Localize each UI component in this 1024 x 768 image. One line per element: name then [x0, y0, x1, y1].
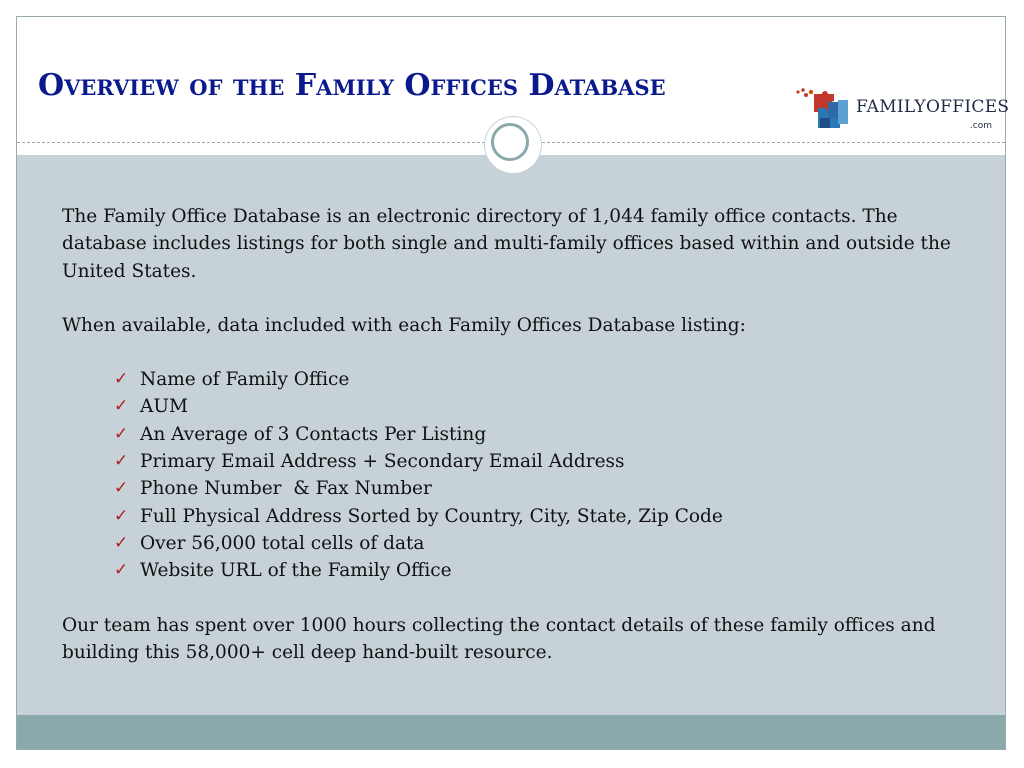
spacer	[62, 585, 962, 612]
checkmark-icon: ✓	[114, 532, 129, 553]
divider-ring-inner	[491, 123, 529, 161]
list-item	[114, 557, 962, 584]
list-item	[114, 366, 962, 393]
slide-title: Overview of the Family Offices Database	[38, 68, 666, 103]
list-item	[114, 475, 962, 502]
list-item-label: An Average of 3 Contacts Per Listing	[140, 423, 487, 445]
checkmark-icon: ✓	[114, 478, 129, 499]
data-fields-checklist	[62, 366, 962, 584]
list-item-label: AUM	[140, 396, 188, 418]
lead-in-paragraph: When available, data included with each Family Offices Database listing:	[62, 314, 746, 336]
intro-paragraph: The Family Office Database is an electronic directory of 1,044 family office contacts. The database includes listings for both single and multi-family offices based within and outside the United States.	[62, 206, 951, 282]
list-item	[114, 421, 962, 448]
slide-body	[62, 203, 962, 666]
puzzle-logo-icon	[794, 84, 856, 134]
list-item	[114, 530, 962, 557]
list-item-label: Full Physical Address Sorted by Country, City, State, Zip Code	[140, 505, 723, 527]
checkmark-icon: ✓	[114, 396, 129, 417]
list-item	[114, 393, 962, 420]
checkmark-icon: ✓	[114, 423, 129, 444]
logo-domain-suffix: .com	[969, 121, 992, 131]
logo-wordmark: FAMILYOFFICES	[856, 97, 1010, 117]
spacer	[62, 339, 962, 366]
list-item	[114, 448, 962, 475]
checkmark-icon: ✓	[114, 560, 129, 581]
slide-footer-band	[17, 715, 1005, 749]
list-item	[114, 503, 962, 530]
list-item-label: Over 56,000 total cells of data	[140, 532, 425, 554]
closing-paragraph: Our team has spent over 1000 hours collecting the contact details of these family offices and building this 58,000+ cell deep hand-built resource.	[62, 614, 936, 663]
list-item-label: Website URL of the Family Office	[140, 560, 452, 582]
checkmark-icon: ✓	[114, 369, 129, 390]
familyoffices-logo	[794, 84, 1010, 134]
checkmark-icon: ✓	[114, 505, 129, 526]
list-item-label: Name of Family Office	[140, 369, 350, 391]
divider-ring-ornament	[485, 117, 541, 173]
spacer	[62, 285, 962, 312]
list-item-label: Primary Email Address + Secondary Email Address	[140, 451, 625, 473]
list-item-label: Phone Number & Fax Number	[140, 478, 432, 500]
checkmark-icon: ✓	[114, 451, 129, 472]
